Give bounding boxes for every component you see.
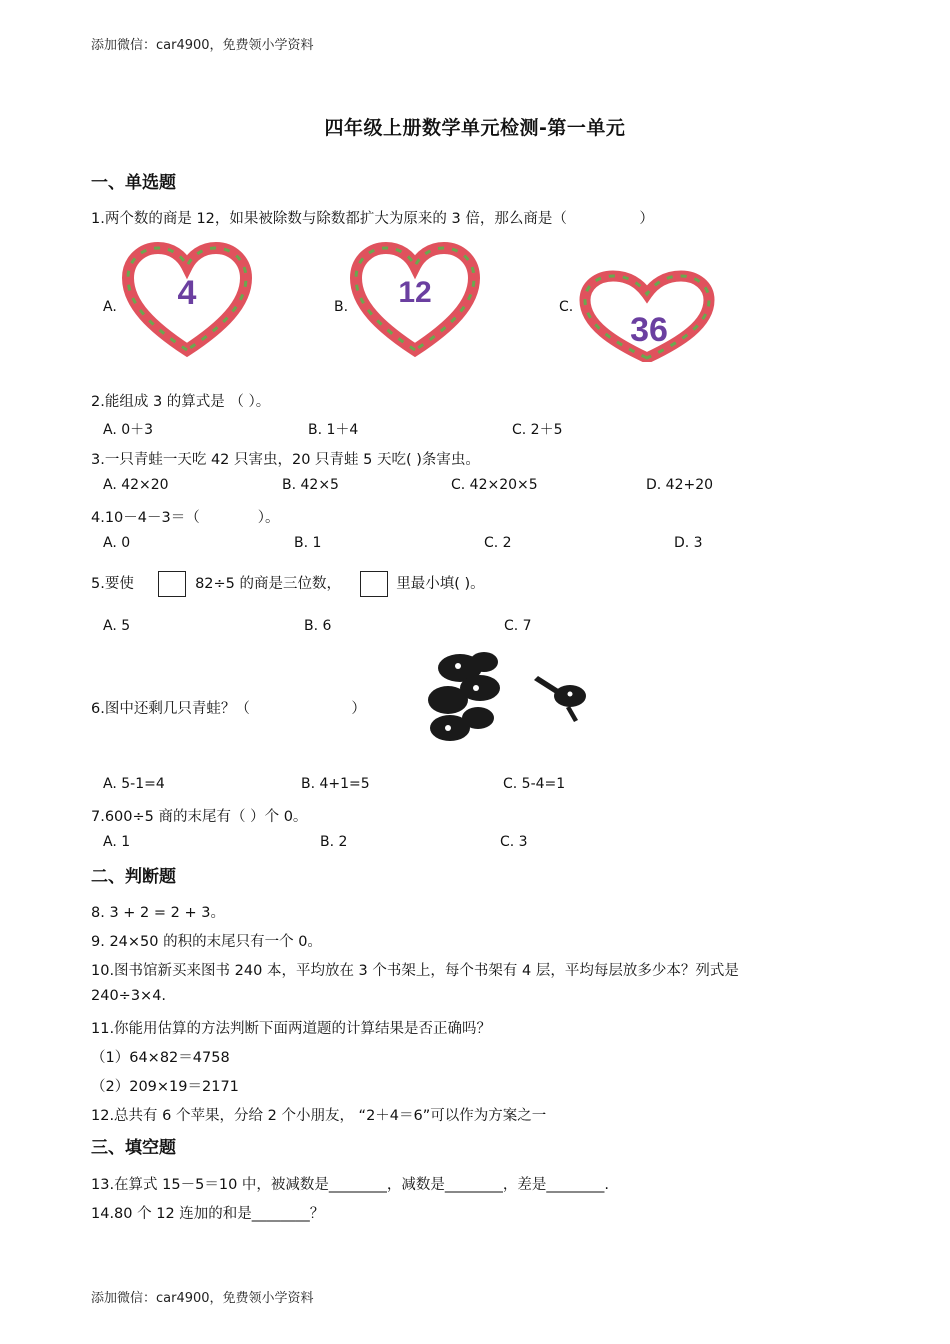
question-14: 14.80 个 12 连加的和是________？ xyxy=(91,1206,325,1222)
q1-option-c-label[interactable]: C. xyxy=(559,299,574,315)
q2-option-b[interactable]: B. 1＋4 xyxy=(308,422,359,438)
q4-option-d[interactable]: D. 3 xyxy=(674,535,703,551)
q5-option-b[interactable]: B. 6 xyxy=(304,618,332,634)
q5-suffix: 里最小填( )。 xyxy=(396,576,485,592)
question-8: 8. 3 + 2 = 2 + 3。 xyxy=(91,905,225,921)
q1-option-c-heart-image xyxy=(577,270,717,362)
question-4: 4.10－4－3＝（ ）。 xyxy=(91,510,280,526)
q1-option-a-number: 4 xyxy=(177,274,197,312)
q5-option-a[interactable]: A. 5 xyxy=(103,618,131,634)
q1-option-a-heart-image xyxy=(122,242,252,358)
q1-option-b-number: 12 xyxy=(398,276,432,309)
q5-blank-box-1 xyxy=(158,571,186,597)
question-11: 11.你能用估算的方法判断下面两道题的计算结果是否正确吗？ xyxy=(91,1021,492,1037)
q5-middle: 82÷5 的商是三位数， xyxy=(195,576,341,592)
question-11-part-2: （2）209×19＝2171 xyxy=(91,1079,239,1095)
q7-option-a[interactable]: A. 1 xyxy=(103,834,131,850)
q5-prefix: 5.要使 xyxy=(91,576,134,592)
question-1: 1.两个数的商是 12，如果被除数与除数都扩大为原来的 3 倍，那么商是（ ） xyxy=(91,211,654,227)
q3-option-a[interactable]: A. 42×20 xyxy=(103,477,169,493)
question-5 xyxy=(91,571,485,597)
q3-option-b[interactable]: B. 42×5 xyxy=(282,477,339,493)
q1-option-b-heart-image xyxy=(350,242,480,358)
footer-note: 添加微信：car4900，免费领小学资料 xyxy=(91,1291,314,1306)
section-single-choice: 一、单选题 xyxy=(91,173,176,193)
q1-option-b-label[interactable]: B. xyxy=(334,299,349,315)
q2-option-c[interactable]: C. 2＋5 xyxy=(512,422,563,438)
q6-option-b[interactable]: B. 4+1=5 xyxy=(301,776,370,792)
header-note: 添加微信：car4900，免费领小学资料 xyxy=(91,38,314,53)
question-9: 9. 24×50 的积的末尾只有一个 0。 xyxy=(91,934,322,950)
q4-option-b[interactable]: B. 1 xyxy=(294,535,322,551)
q2-option-a[interactable]: A. 0＋3 xyxy=(103,422,154,438)
q1-option-a-label[interactable]: A. xyxy=(103,299,117,315)
question-11-part-1: （1）64×82＝4758 xyxy=(91,1050,230,1066)
q4-option-a[interactable]: A. 0 xyxy=(103,535,131,551)
frogs-image xyxy=(410,648,600,744)
q1-option-c-number: 36 xyxy=(630,311,668,349)
question-7: 7.600÷5 商的末尾有（ ）个 0。 xyxy=(91,809,308,825)
q5-blank-box-2 xyxy=(360,571,388,597)
question-10-line-2: 240÷3×4. xyxy=(91,988,167,1004)
q7-option-b[interactable]: B. 2 xyxy=(320,834,348,850)
question-10-line-1: 10.图书馆新买来图书 240 本，平均放在 3 个书架上，每个书架有 4 层，平均每层放多少本？列式是 xyxy=(91,963,739,979)
question-12: 12.总共有 6 个苹果，分给 2 个小朋友， “2＋4＝6”可以作为方案之一 xyxy=(91,1108,547,1124)
q3-option-c[interactable]: C. 42×20×5 xyxy=(451,477,538,493)
q5-option-c[interactable]: C. 7 xyxy=(504,618,532,634)
q4-option-c[interactable]: C. 2 xyxy=(484,535,512,551)
question-13: 13.在算式 15－5＝10 中，被减数是________，减数是________，差是________. xyxy=(91,1177,610,1193)
q3-option-d[interactable]: D. 42+20 xyxy=(646,477,714,493)
section-judgement: 二、判断题 xyxy=(91,867,176,887)
section-fill-blank: 三、填空题 xyxy=(91,1138,176,1158)
question-6: 6.图中还剩几只青蛙？（ ） xyxy=(91,701,366,717)
question-2: 2.能组成 3 的算式是 （ ）。 xyxy=(91,394,271,410)
q6-option-a[interactable]: A. 5-1=4 xyxy=(103,776,165,792)
question-3: 3.一只青蛙一天吃 42 只害虫，20 只青蛙 5 天吃( )条害虫。 xyxy=(91,452,480,468)
page-title: 四年级上册数学单元检测-第一单元 xyxy=(324,117,626,139)
q7-option-c[interactable]: C. 3 xyxy=(500,834,528,850)
q6-option-c[interactable]: C. 5-4=1 xyxy=(503,776,566,792)
